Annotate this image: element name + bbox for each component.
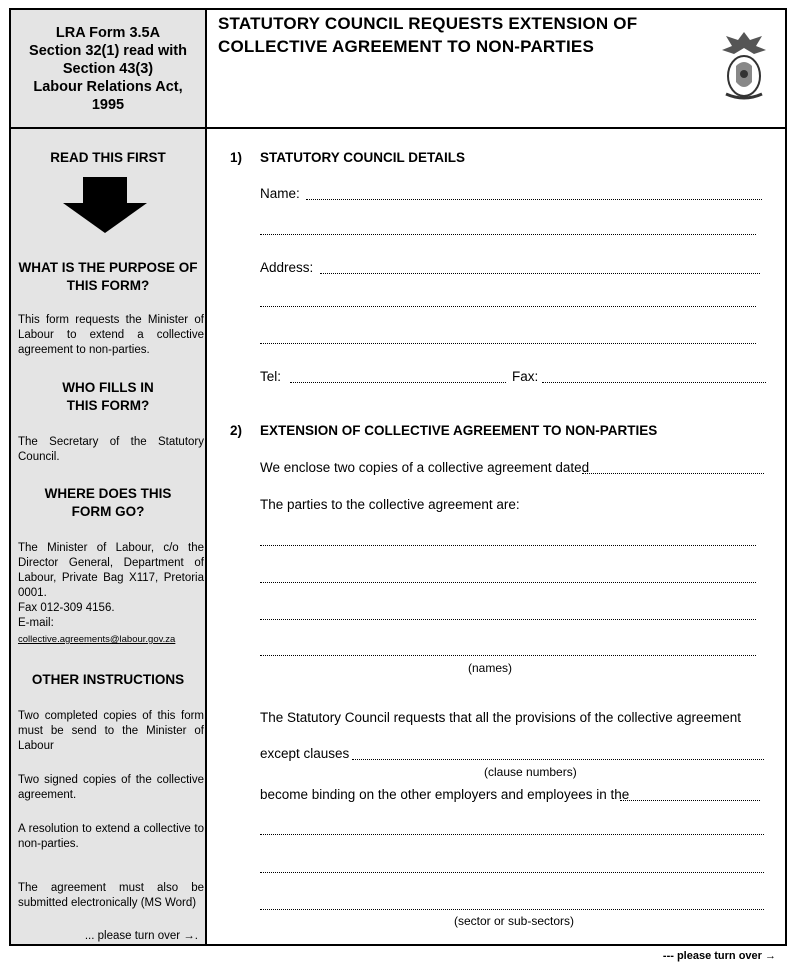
address-field-line-3[interactable] xyxy=(260,343,756,344)
except-clauses-field[interactable] xyxy=(352,759,764,760)
sector-caption: (sector or sub-sectors) xyxy=(454,914,575,928)
email-link[interactable]: collective.agreements@labour.gov.za xyxy=(18,634,176,645)
enclose-text: We enclose two copies of a collective agreement dated xyxy=(260,460,590,475)
names-caption: (names) xyxy=(468,661,513,675)
section-ref-2: Section 43(3) xyxy=(62,60,154,77)
form-title xyxy=(218,12,708,58)
sidebar-turn-over: ... please turn over →. xyxy=(84,930,198,942)
where-heading-line-2: FORM GO? xyxy=(71,504,145,519)
section-2-number: 2) xyxy=(230,423,243,438)
agreement-date-field[interactable] xyxy=(582,473,764,474)
section-1-heading: STATUTORY COUNCIL DETAILS xyxy=(260,150,466,165)
parties-text: The parties to the collective agreement are: xyxy=(260,497,520,512)
purpose-heading xyxy=(11,259,205,295)
name-field-line-2[interactable] xyxy=(260,234,756,235)
request-text: The Statutory Council requests that all the provisions of the collective agreement xyxy=(260,710,742,725)
title-line-1: STATUTORY COUNCIL REQUESTS EXTENSION OF xyxy=(218,14,638,33)
fax-label: Fax: xyxy=(512,369,539,384)
sector-field[interactable] xyxy=(620,800,760,801)
where-heading-line-1: WHERE DOES THIS xyxy=(44,486,172,501)
parties-field-1[interactable] xyxy=(260,545,756,546)
purpose-heading-line-1: WHAT IS THE PURPOSE OF xyxy=(18,260,198,275)
instruction-1: Two completed copies of this form must be send to the Minister of Labour xyxy=(18,710,204,752)
binding-text: become binding on the other employers and employees in the xyxy=(260,787,630,802)
read-first-heading: READ THIS FIRST xyxy=(50,150,166,165)
who-text: The Secretary of the Statutory Council. xyxy=(18,436,204,463)
column-divider xyxy=(205,8,207,946)
where-text: The Minister of Labour, c/o the Director General, Department of Labour, Private Bag X117, Pretoria 0001. xyxy=(18,542,204,599)
sector-field-line-3[interactable] xyxy=(260,872,764,873)
sector-field-line-4[interactable] xyxy=(260,909,764,910)
who-heading-line-2: THIS FORM? xyxy=(66,398,150,413)
address-label: Address: xyxy=(260,260,314,275)
name-label: Name: xyxy=(260,186,300,201)
except-label: except clauses xyxy=(260,746,350,761)
title-line-2: COLLECTIVE AGREEMENT TO NON-PARTIES xyxy=(218,37,594,56)
instruction-2: Two signed copies of the collective agreement. xyxy=(18,774,204,801)
fax-field[interactable] xyxy=(542,382,766,383)
other-instructions-heading: OTHER INSTRUCTIONS xyxy=(31,672,185,687)
name-field[interactable] xyxy=(306,199,762,200)
sidebar xyxy=(11,129,205,944)
instruction-3: A resolution to extend a collective to non-parties. xyxy=(18,823,204,850)
act-name: Labour Relations Act, xyxy=(33,78,183,95)
purpose-text: This form requests the Minister of Labour to extend a collective agreement to non-parties. xyxy=(18,314,204,356)
arrow-down-icon xyxy=(63,177,147,233)
parties-field-4[interactable] xyxy=(260,655,756,656)
who-heading-line-1: WHO FILLS IN xyxy=(62,380,154,395)
who-heading xyxy=(11,379,205,415)
email-label: E-mail: xyxy=(18,617,54,629)
where-heading xyxy=(11,485,205,521)
address-field[interactable] xyxy=(320,273,760,274)
form-number: LRA Form 3.5A xyxy=(55,24,161,41)
form-identifier xyxy=(11,10,205,127)
fax-text: Fax 012-309 4156. xyxy=(18,602,115,614)
section-2-heading: EXTENSION OF COLLECTIVE AGREEMENT TO NON-PARTIES xyxy=(260,423,658,438)
clause-numbers-caption: (clause numbers) xyxy=(484,765,577,779)
parties-field-2[interactable] xyxy=(260,582,756,583)
section-1-number: 1) xyxy=(230,150,243,165)
instruction-4: The agreement must also be submitted electronically (MS Word) xyxy=(18,882,204,909)
section-ref-1: Section 32(1) read with xyxy=(29,42,187,59)
tel-label: Tel: xyxy=(260,369,282,384)
act-year: 1995 xyxy=(91,96,125,113)
coat-of-arms-icon xyxy=(718,28,770,104)
purpose-heading-line-2: THIS FORM? xyxy=(66,278,150,293)
address-field-line-2[interactable] xyxy=(260,306,756,307)
sector-field-line-2[interactable] xyxy=(260,834,764,835)
parties-field-3[interactable] xyxy=(260,619,756,620)
page-turn-over: --- please turn over → xyxy=(662,950,776,962)
tel-field[interactable] xyxy=(290,382,506,383)
